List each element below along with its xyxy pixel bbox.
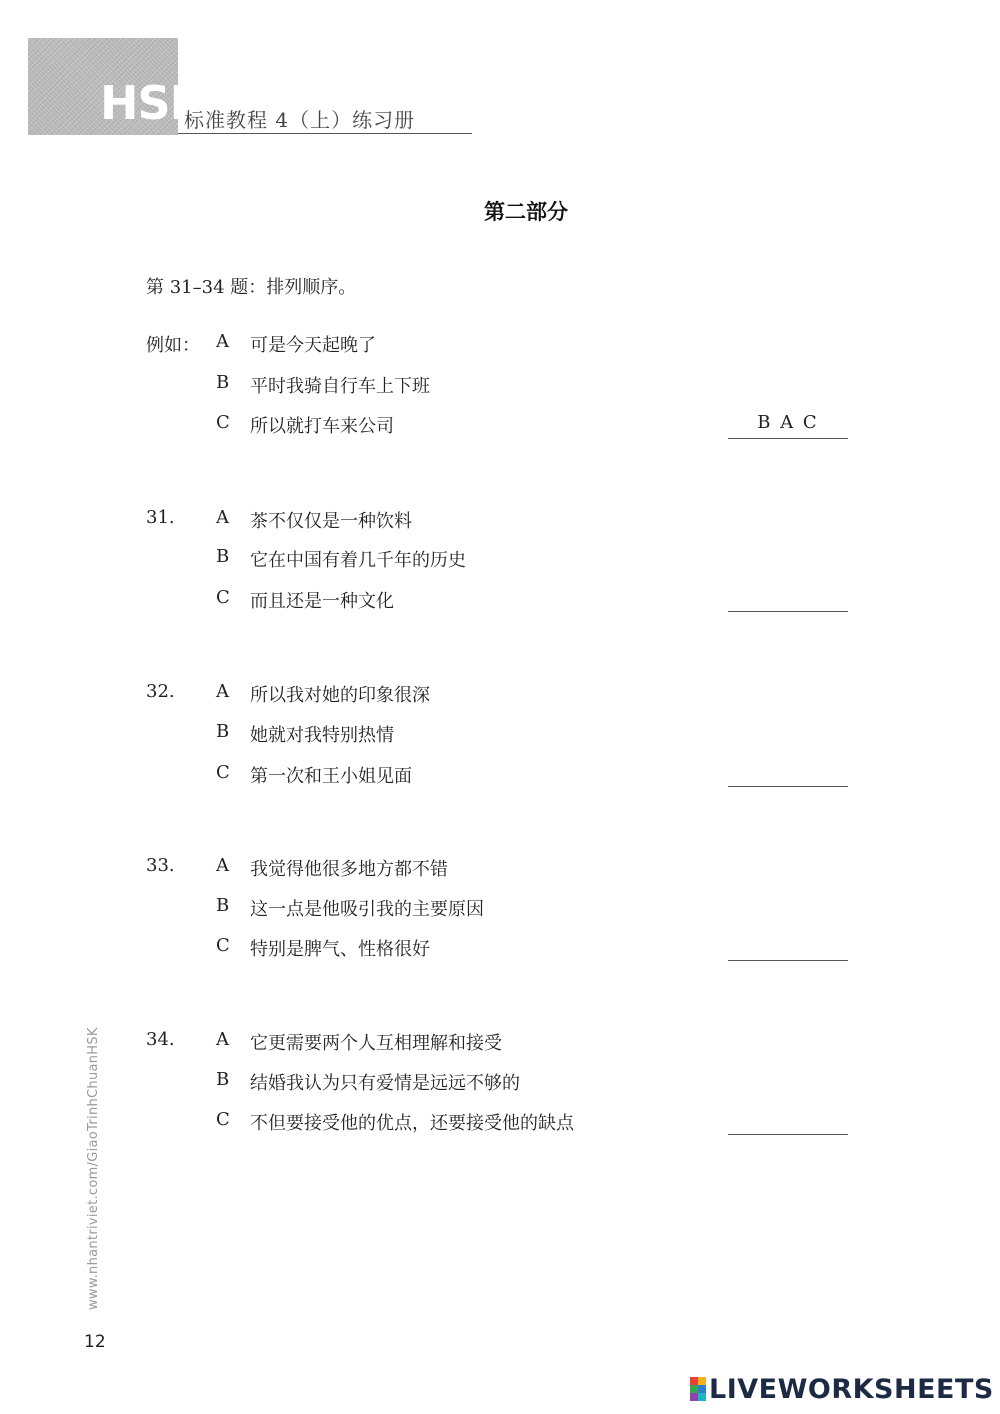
option-text: 平时我骑自行车上下班 (250, 376, 430, 397)
example-answer: B A C (757, 412, 819, 433)
option-text: 可是今天起晚了 (250, 335, 376, 356)
liveworksheets-logo[interactable] (690, 1374, 994, 1404)
option-letter: A (216, 1029, 229, 1050)
side-url-text: www.nhantriviet.com/GiaoTrinhChuanHSK (86, 1027, 101, 1310)
question-number: 34. (146, 1029, 175, 1050)
question-number: 31. (146, 507, 175, 528)
option-letter: A (216, 331, 229, 352)
answer-blank[interactable] (728, 786, 848, 787)
question-number: 32. (146, 681, 175, 702)
example-answer-line (728, 438, 848, 439)
header-rule (178, 133, 472, 134)
answer-blank[interactable] (728, 1134, 848, 1135)
option-text: 而且还是一种文化 (250, 591, 394, 612)
option-letter: A (216, 681, 229, 702)
option-text: 第一次和王小姐见面 (250, 766, 412, 787)
example-label: 例如： (146, 335, 200, 356)
option-letter: B (216, 895, 230, 916)
option-text: 结婚我认为只有爱情是远远不够的 (250, 1073, 520, 1094)
question-number: 33. (146, 855, 175, 876)
option-text: 这一点是他吸引我的主要原因 (250, 899, 484, 920)
option-letter: C (216, 762, 230, 783)
option-text: 我觉得他很多地方都不错 (250, 859, 448, 880)
option-text: 它更需要两个人互相理解和接受 (250, 1033, 502, 1054)
option-letter: B (216, 546, 230, 567)
option-text: 特别是脾气、性格很好 (250, 939, 430, 960)
option-text: 所以就打车来公司 (250, 416, 394, 437)
liveworksheets-mark-icon (690, 1377, 706, 1401)
option-letter: B (216, 1069, 230, 1090)
hsk-logo-text: HSK (100, 76, 205, 130)
hsk-logo-block (28, 38, 205, 135)
option-letter: C (216, 587, 230, 608)
option-letter: C (216, 1109, 230, 1130)
book-title: 标准教程 4（上）练习册 (184, 108, 416, 132)
option-letter: C (216, 412, 230, 433)
option-text: 她就对我特别热情 (250, 725, 394, 746)
option-text: 所以我对她的印象很深 (250, 685, 430, 706)
option-letter: B (216, 721, 230, 742)
answer-blank[interactable] (728, 960, 848, 961)
section-title: 第二部分 (484, 199, 568, 224)
answer-blank[interactable] (728, 611, 848, 612)
option-letter: C (216, 935, 230, 956)
page-number: 12 (84, 1332, 106, 1352)
option-text: 茶不仅仅是一种饮料 (250, 511, 412, 532)
instruction-text: 第 31–34 题：排列顺序。 (146, 277, 357, 298)
option-letter: B (216, 372, 230, 393)
option-letter: A (216, 855, 229, 876)
option-text: 它在中国有着几千年的历史 (250, 550, 466, 571)
option-text: 不但要接受他的优点，还要接受他的缺点 (250, 1113, 574, 1134)
liveworksheets-text: LIVEWORKSHEETS (709, 1373, 994, 1405)
option-letter: A (216, 507, 229, 528)
